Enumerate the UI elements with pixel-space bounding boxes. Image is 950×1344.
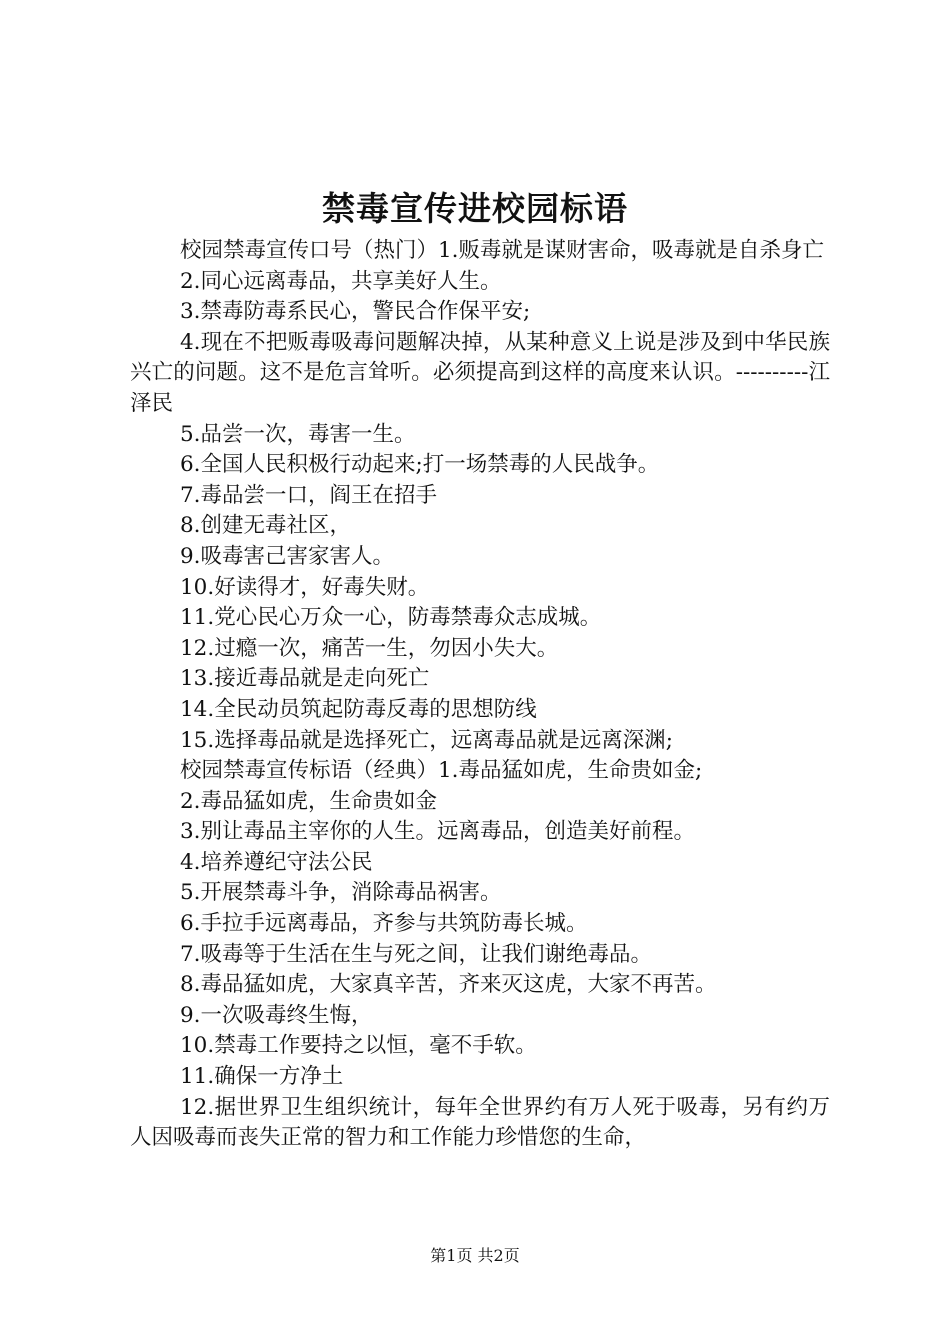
paragraph: 8.创建无毒社区， — [180, 513, 352, 539]
paragraph: 12.据世界卫生组织统计，每年全世界约有万人死于吸毒，另有约万人因吸毒而丧失正常的智力和工作能力珍惜您的生命， — [130, 1094, 830, 1151]
paragraph: 7.吸毒等于生活在生与死之间，让我们谢绝毒品。 — [180, 941, 653, 967]
paragraph: 15.选择毒品就是选择死亡，远离毒品就是远离深渊; — [180, 727, 673, 753]
paragraph: 10.禁毒工作要持之以恒，毫不手软。 — [180, 1033, 537, 1059]
paragraph: 2.毒品猛如虎，生命贵如金 — [180, 788, 438, 814]
paragraph: 4.培养遵纪守法公民 — [180, 849, 373, 875]
paragraph: 3.别让毒品主宰你的人生。远离毒品，创造美好前程。 — [180, 819, 696, 845]
paragraph: 12.过瘾一次，痛苦一生，勿因小失大。 — [180, 635, 559, 661]
paragraph: 9.吸毒害己害家害人。 — [180, 543, 395, 569]
paragraph: 6.手拉手远离毒品，齐参与共筑防毒长城。 — [180, 911, 588, 937]
paragraph: 11.党心民心万众一心，防毒禁毒众志成城。 — [180, 605, 602, 631]
paragraph: 7.毒品尝一口，阎王在招手 — [180, 482, 438, 508]
paragraph: 校园禁毒宣传标语（经典）1.毒品猛如虎，生命贵如金; — [180, 758, 703, 784]
paragraph: 11.确保一方净土 — [180, 1064, 344, 1090]
paragraph: 14.全民动员筑起防毒反毒的思想防线 — [180, 696, 537, 722]
document-title: 禁毒宣传进校园标语 — [322, 189, 628, 228]
paragraph: 2.同心远离毒品，共享美好人生。 — [180, 268, 502, 294]
paragraph: 6.全国人民积极行动起来;打一场禁毒的人民战争。 — [180, 452, 660, 478]
paragraph: 8.毒品猛如虎，大家真辛苦，齐来灭这虎，大家不再苦。 — [180, 972, 717, 998]
paragraph: 4.现在不把贩毒吸毒问题解决掉，从某种意义上说是涉及到中华民族兴亡的问题。这不是危言耸听。必须提高到这样的高度来认识。----------江泽民 — [130, 329, 830, 416]
paragraph: 3.禁毒防毒系民心，警民合作保平安; — [180, 299, 531, 325]
paragraph: 校园禁毒宣传口号（热门）1.贩毒就是谋财害命，吸毒就是自杀身亡 — [180, 238, 825, 263]
paragraph: 10.好读得才，好毒失财。 — [180, 574, 430, 600]
paragraph: 9.一次吸毒终生悔， — [180, 1002, 373, 1028]
paragraph: 5.开展禁毒斗争，消除毒品祸害。 — [180, 880, 502, 906]
document-body — [130, 236, 830, 1154]
page-footer: 第1页 共2页 — [430, 1246, 520, 1265]
paragraph: 5.品尝一次，毒害一生。 — [180, 421, 416, 447]
paragraph: 13.接近毒品就是走向死亡 — [180, 666, 430, 692]
